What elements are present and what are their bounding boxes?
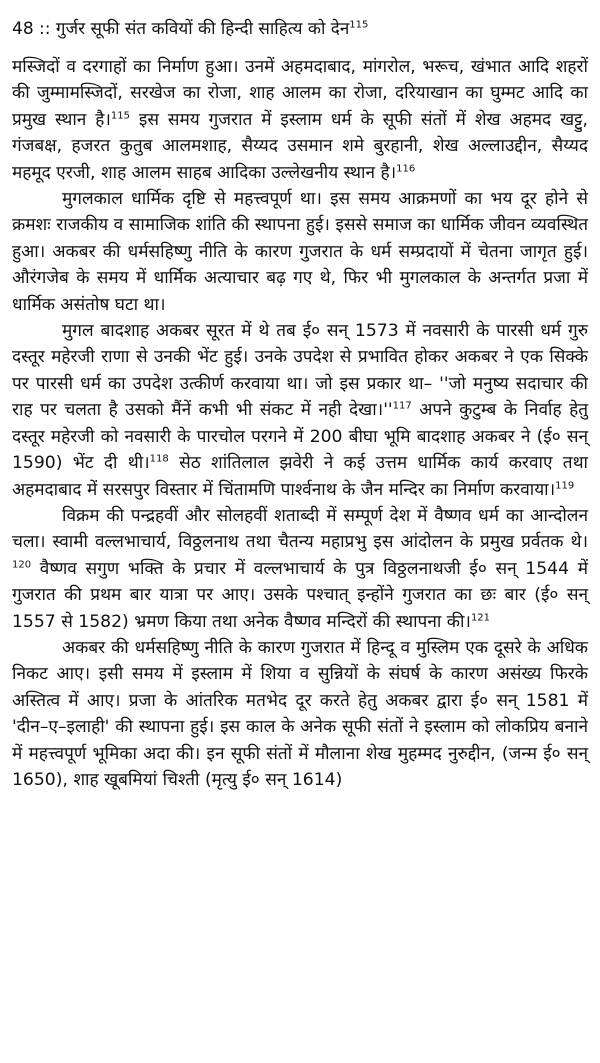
paragraph-2 <box>12 186 588 318</box>
running-header <box>12 16 588 42</box>
paragraph-text: मुगलकाल धार्मिक दृष्टि से महत्त्वपूर्ण था। इस समय आक्रमणों का भय दूर होने से क्रमशः राजकीय व सामाजिक शांति की स्थापना हुई। इससे समाज का धार्मिक जीवन व्यवस्थित हुआ। अकबर की धर्मसहिष्णु नीति के कारण गुजरात के धर्म सम्प्रदायों में चेतना जागृत हुई। औरंगजेब के समय में धार्मिक अत्याचार बढ़ गए थे, फिर भी मुगलकाल के अन्तर्गत प्रजा में धार्मिक असंतोष घटा था। <box>12 189 588 315</box>
paragraph-text: अपने कुटुम्ब के निर्वाह हेतु दस्तूर महेरजी को नवसारी के पारचोल परगने में 200 बीघा भूमि बादशाह अकबर ने (ई० सन् 1590) भेंट दी थी। <box>12 400 588 474</box>
footnote-ref: 120 <box>12 558 32 570</box>
footnote-ref: 117 <box>392 400 412 412</box>
paragraph-text: अकबर की धर्मसहिष्णु नीति के कारण गुजरात में हिन्दू व मुस्लिम एक दूसरे के अधिक निकट आए। इसी समय में इस्लाम में शिया व सुन्नियों के संघर्ष के कारण असंख्य फिरके अस्तित्व में आए। प्रजा के आंतरिक मतभेद दूर करते हेतु अकबर द्वारा ई० सन् 1581 में 'दीन–ए–इलाही' की स्थापना हुई। इस काल के अनेक सूफी संतों ने इस्लाम को लोकप्रिय बनाने में महत्त्वपूर्ण भूमिका अदा की। इन सूफी संतों में मौलाना शेख मुहम्मद नुरुद्दीन, (जन्म ई० सन् 1650), शाह खूबमियां चिश्ती (मृत्यु ई० सन् 1614) <box>12 637 588 790</box>
footnote-ref: 118 <box>149 453 169 465</box>
paragraph-1 <box>12 54 588 186</box>
paragraph-4 <box>12 503 588 635</box>
paragraph-3 <box>12 318 588 503</box>
footnote-ref: 115 <box>110 110 130 122</box>
page-number: 48 <box>12 19 34 39</box>
paragraph-text: इस समय गुजरात में इस्लाम धर्म के सूफी संतों में शेख अहमद खट्टु, गंजबक्ष, हजरत कुतुब आलमशाह, सैय्यद उसमान शमे बुरहानी, शेख अल्लाउद्दीन, सैय्यद महमूद एरजी, शाह आलम साहब आदिका उल्लेखनीय स्थान है। <box>12 109 588 183</box>
footnote-ref: 119 <box>555 479 575 491</box>
header-separator: :: <box>39 19 51 39</box>
paragraph-text: मस्जिदों व दरगाहों का निर्माण हुआ। उनमें अहमदाबाद, मांगरोल, भरूच, खंभात आदि शहरों की जुम्मामस्जिदों, सरखेज का रोजा, शाह आलम का रोजा, दरियाखान का घुम्मट आदि का प्रमुख स्थान है। <box>12 57 588 130</box>
running-title: गुर्जर सूफी संत कवियों की हिन्दी साहित्य को देन <box>55 19 350 39</box>
paragraph-text: वैष्णव सगुण भक्ति के प्रचार में वल्लभाचार्य के पुत्र विठ्ठलनाथजी ई० सन् 1544 में गुजरात की प्रथम बार यात्रा पर आए। उसके पश्चात् इन्होंने गुजरात का छः बार (ई० सन् 1557 से 1582) भ्रमण किया तथा अनेक वैष्णव मन्दिरों की स्थापना की। <box>12 558 588 632</box>
paragraph-text: विक्रम की पन्द्रहवीं और सोलहवीं शताब्दी में सम्पूर्ण देश में वैष्णव धर्म का आन्दोलन चला। स्वामी वल्लभाचार्य, विठ्ठलनाथ तथा चैतन्य महाप्रभु इस आंदोलन के प्रमुख प्रर्वतक थे। <box>12 505 588 553</box>
paragraph-text: मुगल बादशाह अकबर सूरत में थे तब ई० सन् 1573 में नवसारी के पारसी धर्म गुरु दस्तूर महेरजी राणा से उनकी भेंट हुई। उनके उपदेश से प्रभावित होकर अकबर ने एक सिक्के पर पारसी धर्म का उपदेश उत्कीर्ण करवाया था। जो इस प्रकार था– ''जो मनुष्य सदाचार की राह पर चलता है उसको मैंनें कभी भी संकट में नही देखा।'' <box>12 321 588 421</box>
paragraph-text: सेठ शांतिलाल झवेरी ने कई उत्तम धार्मिक कार्य करवाए तथा अहमदाबाद में सरसपुर विस्तार में चिंतामणि पार्श्वनाथ के जैन मन्दिर का निर्माण करवाया। <box>12 453 589 500</box>
paragraph-5 <box>12 635 588 793</box>
footnote-ref: 116 <box>396 162 416 174</box>
footnote-ref: 115 <box>349 19 369 31</box>
footnote-ref: 121 <box>470 611 491 623</box>
